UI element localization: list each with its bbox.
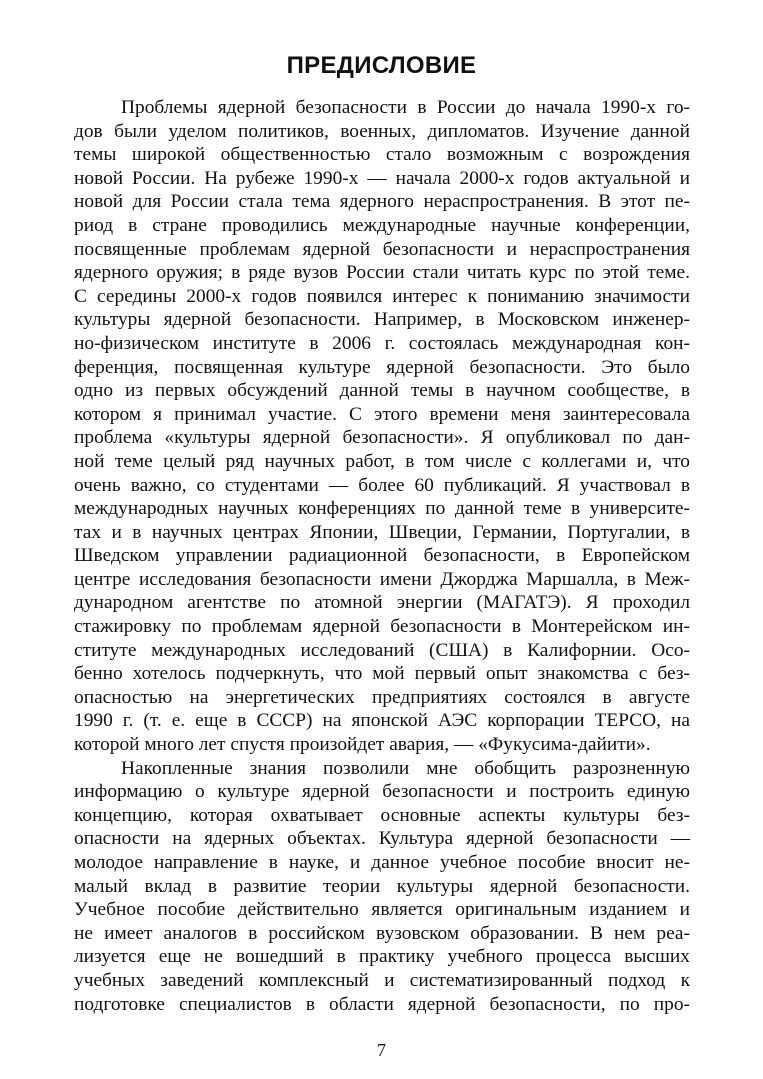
- text-line: культуры ядерной безопасности. Например, в Московском инженер-: [74, 309, 690, 331]
- text-line: ной теме целый ряд научных работ, в том числе с коллегами и, что: [74, 450, 690, 472]
- text-line: лизуется еще не вошедший в практику учебного процесса высших: [74, 946, 690, 968]
- text-line: С середины 2000-х годов появился интерес к пониманию значимости: [74, 285, 690, 307]
- text-line: новой России. На рубеже 1990-х — начала 2000-х годов актуальной и: [74, 167, 690, 189]
- text-line: которой много лет спустя произойдет авария, — «Фукусима-дайити».: [74, 734, 651, 756]
- text-line: концепцию, которая охватывает основные аспекты культуры без-: [74, 804, 690, 826]
- text-line: стажировку по проблемам ядерной безопасности в Монтерейском ин-: [74, 616, 690, 638]
- text-line: подготовке специалистов в области ядерной безопасности, по про-: [74, 993, 690, 1015]
- text-line: не имеет аналогов в российском вузовском образовании. В нем реа-: [74, 922, 690, 944]
- text-line: молодое направление в науке, и данное учебное пособие вносит не-: [74, 852, 690, 873]
- paragraph-2: [74, 757, 690, 1017]
- text-line: одно из первых обсуждений данной темы в научном сообществе, в: [74, 380, 690, 402]
- text-line: Шведском управлении радиационной безопасности, в Европейском: [74, 545, 690, 567]
- text-line: риод в стране проводились международные научные конференции,: [74, 214, 690, 236]
- text-line: темы широкой общественностью стало возможным с возрождения: [74, 144, 690, 166]
- text-line: ядерного оружия; в ряде вузов России стали читать курс по этой теме.: [74, 262, 690, 284]
- text-line: Учебное пособие действительно является оригинальным изданием и: [74, 899, 690, 921]
- text-line: котором я принимал участие. С этого времени меня заинтересовала: [74, 403, 690, 425]
- text-line: международных научных конференциях по данной теме в университе-: [74, 498, 690, 520]
- body-text: [74, 96, 690, 1016]
- text-line: ференция, посвященная культуре ядерной безопасности. Это было: [74, 356, 690, 378]
- text-line: информацию о культуре ядерной безопасности и построить единую: [74, 781, 690, 803]
- text-line: новой для России стала тема ядерного нераспространения. В этот пе-: [74, 191, 690, 213]
- text-line: Накопленные знания позволили мне обобщить разрозненную: [121, 757, 690, 779]
- text-line: малый вклад в развитие теории культуры ядерной безопасности.: [74, 875, 690, 897]
- text-line: но-физическом институте в 2006 г. состоялась международная кон-: [74, 332, 690, 354]
- text-line: тах и в научных центрах Японии, Швеции, Германии, Португалии, в: [74, 521, 690, 543]
- text-line: 1990 г. (т. е. еще в СССР) на японской АЭС корпорации ТЕРСО, на: [74, 710, 690, 732]
- text-line: очень важно, со студентами — более 60 публикаций. Я участвовал в: [74, 474, 690, 496]
- page-number: 7: [377, 1040, 386, 1060]
- text-line: опасностью на энергетических предприятиях состоялся в августе: [74, 686, 690, 708]
- text-line: дународном агентстве по атомной энергии (МАГАТЭ). Я проходил: [74, 592, 690, 614]
- text-line: Проблемы ядерной безопасности в России до начала 1990-х го-: [121, 97, 690, 118]
- text-line: проблема «культуры ядерной безопасности». Я опубликовал по дан-: [74, 427, 690, 449]
- text-line: дов были уделом политиков, военных, дипломатов. Изучение данной: [74, 120, 690, 142]
- text-line: опасности на ядерных объектах. Культура ядерной безопасности —: [74, 828, 690, 850]
- text-line: учебных заведений комплексный и систематизированный подход к: [74, 969, 690, 991]
- page-title: ПРЕДИСЛОВИЕ: [286, 52, 477, 79]
- text-line: центре исследования безопасности имени Джорджа Маршалла, в Меж-: [74, 568, 690, 590]
- paragraph-1: [74, 96, 690, 757]
- text-line: ституте международных исследований (США) в Калифорнии. Осо-: [74, 639, 690, 661]
- text-line: посвященные проблемам ядерной безопасности и нераспространения: [74, 238, 690, 260]
- text-line: бенно хотелось подчеркнуть, что мой первый опыт знакомства с без-: [74, 663, 690, 685]
